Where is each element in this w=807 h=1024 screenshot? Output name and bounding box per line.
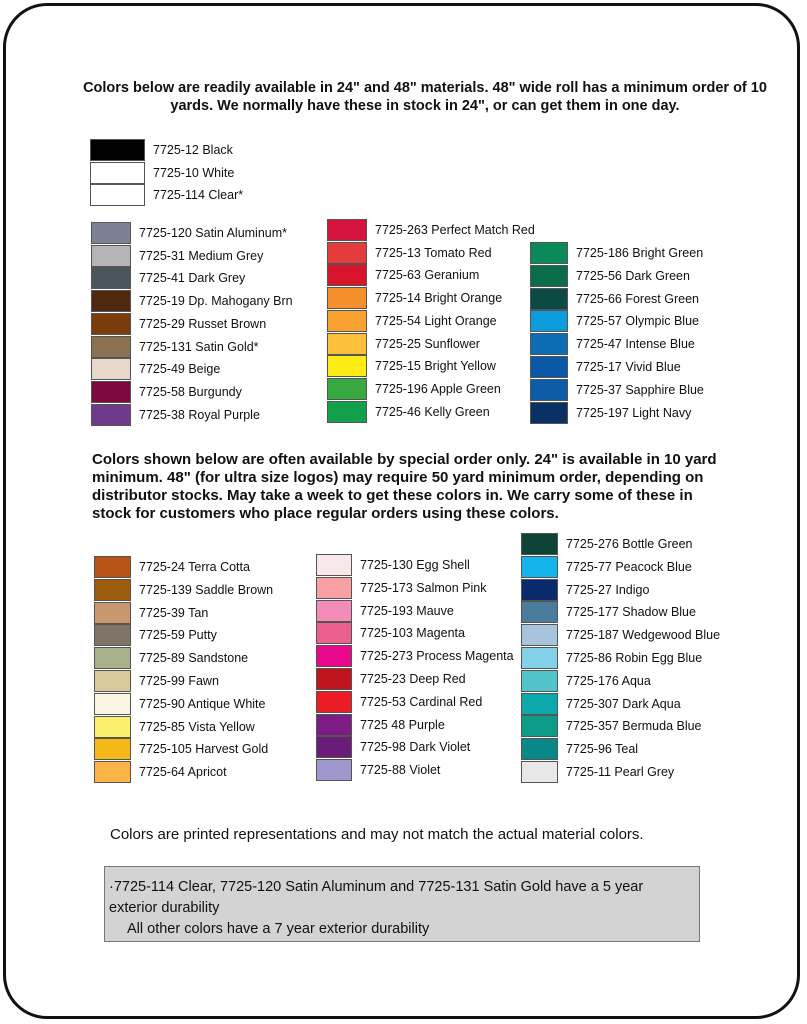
- color-swatch-row: [91, 290, 293, 312]
- color-swatch-row: [530, 265, 690, 287]
- color-label: 7725-19 Dp. Mahogany Brn: [139, 294, 293, 308]
- durability-note-line-3: All other colors have a 7 year exterior durability: [127, 921, 430, 937]
- color-swatch-row: [91, 313, 266, 335]
- color-chip: [327, 287, 367, 309]
- color-swatch-row: [521, 715, 702, 737]
- color-chip: [90, 184, 145, 206]
- color-chip: [94, 761, 131, 783]
- color-label: 7725-90 Antique White: [139, 697, 266, 711]
- color-label: 7725-89 Sandstone: [139, 651, 249, 665]
- color-swatch-row: [94, 624, 217, 646]
- color-label: 7725-357 Bermuda Blue: [566, 719, 702, 733]
- durability-note-line-2: exterior durability: [109, 900, 220, 916]
- color-chip: [327, 378, 367, 400]
- color-swatch-row: [316, 759, 440, 781]
- color-swatch-row: [94, 738, 268, 760]
- color-swatch-row: [521, 533, 692, 555]
- color-chip: [521, 624, 558, 646]
- color-swatch-row: [327, 264, 479, 286]
- color-chip: [316, 600, 352, 622]
- color-swatch-row: [530, 310, 699, 332]
- color-chip: [521, 601, 558, 623]
- color-label: 7725-85 Vista Yellow: [139, 720, 255, 734]
- color-chip: [316, 714, 352, 736]
- color-chip: [91, 245, 131, 267]
- color-label: 7725-13 Tomato Red: [375, 246, 492, 260]
- color-chip: [521, 761, 558, 783]
- color-label: 7725-37 Sapphire Blue: [576, 383, 704, 397]
- color-swatch-row: [91, 222, 287, 244]
- color-label: 7725-103 Magenta: [360, 626, 465, 640]
- color-label: 7725-56 Dark Green: [576, 269, 690, 283]
- color-chip: [521, 647, 558, 669]
- color-swatch-row: [530, 288, 699, 310]
- color-swatch-row: [327, 401, 490, 423]
- color-chip: [530, 402, 568, 424]
- color-chip: [316, 577, 352, 599]
- color-swatch-row: [94, 761, 227, 783]
- color-label: 7725-17 Vivid Blue: [576, 360, 681, 374]
- color-chip: [90, 139, 145, 161]
- color-label: 7725-46 Kelly Green: [375, 405, 490, 419]
- color-chip: [94, 738, 131, 760]
- color-swatch-row: [91, 245, 263, 267]
- color-chip: [316, 736, 352, 758]
- color-label: 7725-14 Bright Orange: [375, 291, 503, 305]
- color-label: 7725-193 Mauve: [360, 604, 454, 618]
- color-swatch-row: [327, 310, 497, 332]
- color-swatch-row: [94, 670, 219, 692]
- color-swatch-row: [316, 554, 470, 576]
- color-swatch-row: [521, 670, 651, 692]
- color-swatch-row: [521, 647, 702, 669]
- color-label: 7725-96 Teal: [566, 742, 639, 756]
- color-label: 7725-53 Cardinal Red: [360, 695, 483, 709]
- color-chip: [316, 645, 352, 667]
- color-swatch-row: [91, 336, 259, 358]
- intro-stock-text: Colors below are readily available in 24" and 48" materials. 48" wide roll has a minimum order of 10 yards. We normally have these in stock in 24", or can get them in one day.: [83, 80, 767, 114]
- color-swatch-row: [530, 402, 691, 424]
- color-swatch-row: [530, 379, 704, 401]
- color-chip: [521, 533, 558, 555]
- color-chip: [94, 693, 131, 715]
- color-swatch-row: [327, 287, 502, 309]
- color-chip: [327, 355, 367, 377]
- color-label: 7725-11 Pearl Grey: [566, 765, 675, 779]
- color-label: 7725-307 Dark Aqua: [566, 697, 681, 711]
- durability-note-box: [104, 866, 700, 942]
- color-swatch-row: [316, 736, 470, 758]
- color-label: 7725-24 Terra Cotta: [139, 560, 250, 574]
- color-label: 7725-186 Bright Green: [576, 246, 704, 260]
- color-chip: [316, 554, 352, 576]
- color-chip: [327, 264, 367, 286]
- color-swatch-row: [90, 162, 234, 184]
- color-swatch-row: [521, 761, 674, 783]
- color-chip: [91, 222, 131, 244]
- color-label: 7725-196 Apple Green: [375, 382, 501, 396]
- color-chip: [316, 622, 352, 644]
- color-label: 7725-39 Tan: [139, 606, 209, 620]
- color-label: 7725-197 Light Navy: [576, 406, 692, 420]
- color-swatch-row: [316, 622, 465, 644]
- color-swatch-row: [90, 184, 243, 206]
- color-label: 7725-58 Burgundy: [139, 385, 242, 399]
- color-swatch-row: [521, 579, 649, 601]
- color-chip: [530, 356, 568, 378]
- color-label: 7725-130 Egg Shell: [360, 558, 470, 572]
- color-label: 7725-99 Fawn: [139, 674, 219, 688]
- color-label: 7725-29 Russet Brown: [139, 317, 267, 331]
- color-label: 7725-25 Sunflower: [375, 337, 480, 351]
- color-label: 7725-59 Putty: [139, 628, 217, 642]
- color-swatch-row: [91, 381, 242, 403]
- color-label: 7725-23 Deep Red: [360, 672, 466, 686]
- color-swatch-row: [327, 219, 535, 241]
- color-label: 7725-139 Saddle Brown: [139, 583, 274, 597]
- color-swatch-row: [530, 242, 703, 264]
- color-label: 7725-98 Dark Violet: [360, 740, 471, 754]
- color-chip: [327, 401, 367, 423]
- color-swatch-row: [521, 601, 696, 623]
- color-chip: [521, 715, 558, 737]
- color-chip: [94, 602, 131, 624]
- color-swatch-row: [94, 556, 250, 578]
- color-chip: [530, 310, 568, 332]
- color-chip: [94, 647, 131, 669]
- color-chip: [94, 716, 131, 738]
- color-label: 7725-177 Shadow Blue: [566, 605, 696, 619]
- color-label: 7725-114 Clear*: [153, 188, 244, 202]
- color-label: 7725-38 Royal Purple: [139, 408, 260, 422]
- color-chip: [530, 333, 568, 355]
- color-chip: [91, 358, 131, 380]
- color-chip: [94, 579, 131, 601]
- color-swatch-row: [316, 714, 445, 736]
- color-label: 7725-10 White: [153, 166, 235, 180]
- color-label: 7725-187 Wedgewood Blue: [566, 628, 721, 642]
- color-label: 7725-263 Perfect Match Red: [375, 223, 535, 237]
- intro-special-order-text: Colors shown below are often available by special order only. 24" is available in 10 yard minimum. 48" (for ultra size logos) may require 50 yard minimum order, depending on distributor stocks. May take a week to get these colors in. We carry some of these in stock for customers who place regular orders using these colors.: [92, 451, 717, 522]
- color-chip: [316, 759, 352, 781]
- color-chip: [91, 381, 131, 403]
- color-label: 7725-41 Dark Grey: [139, 271, 246, 285]
- color-chip: [94, 624, 131, 646]
- color-chip: [316, 668, 352, 690]
- color-chip: [327, 310, 367, 332]
- color-swatch-row: [316, 645, 514, 667]
- color-chip: [521, 556, 558, 578]
- color-disclaimer: Colors are printed representations and may not match the actual material colors.: [110, 826, 644, 843]
- color-label: 7725-173 Salmon Pink: [360, 581, 487, 595]
- color-label: 7725-49 Beige: [139, 362, 221, 376]
- color-label: 7725-105 Harvest Gold: [139, 742, 269, 756]
- color-label: 7725-15 Bright Yellow: [375, 359, 496, 373]
- color-label: 7725-86 Robin Egg Blue: [566, 651, 703, 665]
- color-swatch-row: [521, 738, 638, 760]
- durability-note-line-1: ·7725-114 Clear, 7725-120 Satin Aluminum and 7725-131 Satin Gold have a 5 year: [109, 879, 644, 895]
- color-swatch-row: [327, 355, 496, 377]
- color-chip: [521, 670, 558, 692]
- color-swatch-row: [94, 579, 273, 601]
- color-swatch-row: [316, 577, 486, 599]
- color-label: 7725-273 Process Magenta: [360, 649, 514, 663]
- color-swatch-row: [94, 602, 208, 624]
- color-label: 7725-27 Indigo: [566, 583, 650, 597]
- color-chip: [327, 242, 367, 264]
- color-chip: [91, 313, 131, 335]
- color-swatch-row: [316, 691, 482, 713]
- color-swatch-row: [316, 668, 466, 690]
- color-chip: [91, 336, 131, 358]
- color-label: 7725-120 Satin Aluminum*: [139, 226, 288, 240]
- color-swatch-row: [94, 693, 265, 715]
- color-label: 7725-176 Aqua: [566, 674, 651, 688]
- color-chip: [94, 556, 131, 578]
- color-swatch-row: [94, 716, 255, 738]
- color-chip: [94, 670, 131, 692]
- color-chip: [91, 267, 131, 289]
- color-swatch-row: [530, 356, 681, 378]
- color-label: 7725-57 Olympic Blue: [576, 314, 699, 328]
- color-label: 7725 48 Purple: [360, 718, 445, 732]
- color-chip: [530, 242, 568, 264]
- color-chip: [530, 265, 568, 287]
- color-chip: [530, 379, 568, 401]
- color-chip: [91, 404, 131, 426]
- color-swatch-row: [94, 647, 248, 669]
- color-label: 7725-276 Bottle Green: [566, 537, 693, 551]
- color-label: 7725-54 Light Orange: [375, 314, 497, 328]
- color-swatch-row: [521, 556, 692, 578]
- color-label: 7725-88 Violet: [360, 763, 441, 777]
- color-chip: [91, 290, 131, 312]
- color-chip: [327, 219, 367, 241]
- color-swatch-row: [327, 242, 492, 264]
- color-swatch-row: [91, 404, 260, 426]
- color-label: 7725-131 Satin Gold*: [139, 340, 259, 354]
- color-label: 7725-77 Peacock Blue: [566, 560, 692, 574]
- color-swatch-row: [91, 358, 220, 380]
- color-label: 7725-31 Medium Grey: [139, 249, 264, 263]
- color-label: 7725-63 Geranium: [375, 268, 480, 282]
- color-label: 7725-64 Apricot: [139, 765, 227, 779]
- color-chip: [327, 333, 367, 355]
- color-label: 7725-12 Black: [153, 143, 233, 157]
- color-swatch-row: [316, 600, 454, 622]
- color-chip: [530, 288, 568, 310]
- color-label: 7725-47 Intense Blue: [576, 337, 695, 351]
- color-swatch-row: [91, 267, 245, 289]
- color-swatch-row: [530, 333, 695, 355]
- color-swatch-row: [521, 624, 720, 646]
- color-chip: [521, 579, 558, 601]
- color-chip: [316, 691, 352, 713]
- color-chip: [90, 162, 145, 184]
- color-chip: [521, 738, 558, 760]
- color-swatch-row: [327, 378, 501, 400]
- color-swatch-row: [327, 333, 480, 355]
- color-swatch-row: [90, 139, 233, 161]
- color-chip: [521, 693, 558, 715]
- color-swatch-row: [521, 693, 681, 715]
- color-label: 7725-66 Forest Green: [576, 292, 699, 306]
